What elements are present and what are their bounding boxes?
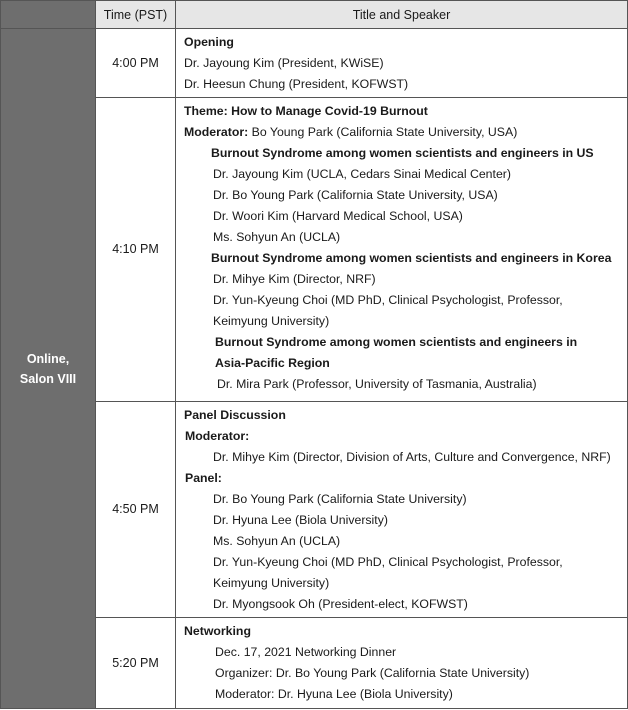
subsession-title: Burnout Syndrome among women scientists and engineers in Korea xyxy=(211,251,612,266)
moderator-label: Moderator: xyxy=(185,428,250,443)
time-column-header: Time (PST) xyxy=(96,1,176,29)
speaker-line: Keimyung University) xyxy=(213,314,330,329)
session-time: 5:20 PM xyxy=(96,617,176,708)
moderator-label: Moderator: xyxy=(184,125,249,140)
session-details xyxy=(176,401,628,617)
session-details xyxy=(176,29,628,98)
speaker-line: Keimyung University) xyxy=(213,575,330,590)
speaker-line: Dr. Myongsook Oh (President-elect, KOFWST) xyxy=(213,596,468,611)
session-row-theme xyxy=(1,98,628,401)
session-title: Panel Discussion xyxy=(184,407,286,422)
venue-line-1: Online, xyxy=(26,351,70,366)
session-title: Opening xyxy=(184,35,234,50)
subsession-title: Burnout Syndrome among women scientists and engineers in US xyxy=(211,146,594,161)
speaker-line: Dr. Mira Park (Professor, University of Tasmania, Australia) xyxy=(217,377,537,392)
detail-line: Moderator: Dr. Hyuna Lee (Biola University) xyxy=(215,686,453,701)
subsession-title: Asia-Pacific Region xyxy=(215,356,330,371)
speaker-line: Ms. Sohyun An (UCLA) xyxy=(213,230,341,245)
speaker-line: Dr. Bo Young Park (California State University, USA) xyxy=(213,188,498,203)
speaker-line: Dr. Jayoung Kim (UCLA, Cedars Sinai Medical Center) xyxy=(213,167,511,182)
panel-label: Panel: xyxy=(185,470,222,485)
speaker-line: Dr. Jayoung Kim (President, KWiSE) xyxy=(184,56,384,71)
session-row-panel xyxy=(1,401,628,617)
speaker-line: Dr. Hyuna Lee (Biola University) xyxy=(213,512,388,527)
speaker-line: Dr. Mihye Kim (Director, NRF) xyxy=(213,272,376,287)
session-time: 4:10 PM xyxy=(96,98,176,401)
speaker-line: Dr. Mihye Kim (Director, Division of Arts, Culture and Convergence, NRF) xyxy=(213,449,611,464)
speaker-line: Dr. Yun-Kyeung Choi (MD PhD, Clinical Psychologist, Professor, xyxy=(213,554,563,569)
session-time: 4:50 PM xyxy=(96,401,176,617)
venue-header-cell xyxy=(1,1,96,29)
session-row-networking xyxy=(1,617,628,708)
session-title: Networking xyxy=(184,623,251,638)
subsession-title: Burnout Syndrome among women scientists and engineers in xyxy=(215,335,578,350)
speaker-line: Ms. Sohyun An (UCLA) xyxy=(213,533,341,548)
speaker-line: Dr. Woori Kim (Harvard Medical School, USA) xyxy=(213,209,463,224)
session-row-opening xyxy=(1,29,628,98)
detail-line: Organizer: Dr. Bo Young Park (California State University) xyxy=(215,665,530,680)
moderator-line xyxy=(176,122,627,143)
session-details xyxy=(176,617,628,708)
session-time: 4:00 PM xyxy=(96,29,176,98)
title-column-header: Title and Speaker xyxy=(176,1,628,29)
venue-cell xyxy=(1,29,96,709)
speaker-line: Dr. Heesun Chung (President, KOFWST) xyxy=(184,77,409,92)
speaker-line: Dr. Bo Young Park (California State University) xyxy=(213,491,467,506)
detail-line: Dec. 17, 2021 Networking Dinner xyxy=(215,644,397,659)
speaker-line: Dr. Yun-Kyeung Choi (MD PhD, Clinical Psychologist, Professor, xyxy=(213,293,563,308)
session-details xyxy=(176,98,628,401)
venue-line-2: Salon VIII xyxy=(19,371,77,386)
session-theme: Theme: How to Manage Covid-19 Burnout xyxy=(184,104,428,119)
moderator-name: Bo Young Park (California State University, USA) xyxy=(251,125,518,140)
header-row xyxy=(1,1,628,29)
